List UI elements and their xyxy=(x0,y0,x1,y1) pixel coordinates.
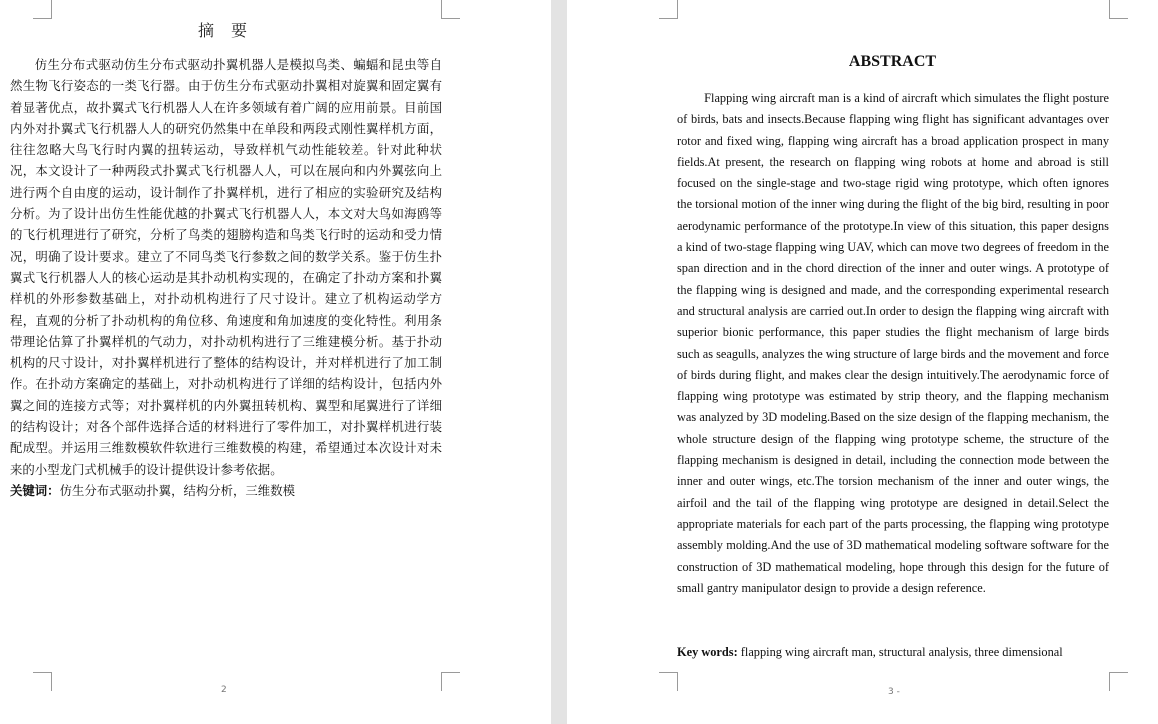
keywords-text-en: flapping wing aircraft man, structural analysis, three dimensional xyxy=(740,645,1063,659)
crop-mark-top-right xyxy=(1109,0,1128,19)
page-number-right: 3 - xyxy=(888,687,900,697)
keywords-label-zh: 关键词： xyxy=(10,483,60,498)
keywords-label-en: Key words: xyxy=(677,645,738,659)
abstract-title-en: ABSTRACT xyxy=(848,53,937,70)
crop-mark-bottom-left xyxy=(33,672,52,691)
crop-mark-top-left xyxy=(33,0,52,19)
crop-mark-top-left xyxy=(659,0,678,19)
abstract-body-zh: 仿生分布式驱动仿生分布式驱动扑翼机器人是模拟鸟类、蝙蝠和昆虫等自然生物飞行姿态的一类飞行器。由于仿生分布式驱动扑翼相对旋翼和固定翼有着显著优点，故扑翼式飞行机器人人在许多领域有着广阔的应用前景。目前国内外对扑翼式飞行机器人人的研究仍然集中在单段和两段式刚性翼样机方面，往往忽略大鸟飞行时内翼的扭转运动，导致样机气动性能较差。针对此种状况，本文设计了一种两段式扑翼式飞行机器人人，可以在展向和内外翼弦向上进行两个自由度的运动，设计制作了扑翼样机，进行了相应的实验研究及结构分析。为了设计出仿生性能优越的扑翼式飞行机器人人，本文对大鸟如海鸥等的飞行机理进行了研究，分析了鸟类的翅膀构造和鸟类飞行时的运动和受力情况，明确了设计要求。建立了不同鸟类飞行参数之间的数学关系。鉴于仿生扑翼式飞行机器人人的核心运动是其扑动机构实现的，在确定了扑动方案和扑翼样机的外形参数基础上，对扑动机构进行了尺寸设计。建立了机构运动学方程，直观的分析了扑动机构的角位移、角速度和角加速度的变化特性。利用条带理论估算了扑翼样机的气动力，对扑动机构进行了三维建模分析。基于扑动机构的尺寸设计，对扑翼样机进行了整体的结构设计，并对样机进行了加工制作。在扑动方案确定的基础上，对扑动机构进行了详细的结构设计，包括内外翼之间的连接方式等；对扑翼样机的内外翼扭转机构、翼型和尾翼进行了详细的结构设计；对各个部件选择合适的材料进行了零件加工，对扑翼样机进行装配成型。并运用三维数模软件软进行三维数模的构建，希望通过本次设计对未来的小型龙门式机械手的设计提供设计参考依据。 xyxy=(10,57,442,477)
crop-mark-bottom-right xyxy=(441,672,460,691)
abstract-body-en: Flapping wing aircraft man is a kind of aircraft which simulates the flight posture of birds, bats and insects.Because flapping wing flight has significant advantages over rotor and fixed wing, flapping wing aircraft has a broad application prospect in many fields.At present, the research on flapping wing robots at home and abroad is still focused on the single-stage and two-stage rigid wing prototype, which often ignores the torsional motion of the inner wing during the flight of the big bird, resulting in poor aerodynamic performance of the prototype.In view of this situation, this paper designs a kind of two-stage flapping wing UAV, which can move two degrees of freedom in the span direction and in the chord direction of the inner and outer wings. A prototype of the flapping wing is designed and made, and the corresponding experimental research and structural analysis are carried out.In order to design the flapping wing aircraft with superior bionic performance, this paper studies the flight mechanism of large birds such as seagulls, analyzes the wing structure of large birds and the movement and force of birds during flight, and makes clear the design intuitively.The aerodynamic force of flapping wing prototype was estimated by strip theory, and the flapping mechanism was analyzed by 3D modeling.Based on the size design of the flapping mechanism, the whole structure design of the flapping wing prototype scheme, the structure of the flapping mechanism is designed in detail, including the connection mode between the inner and outer wings, etc.The torsion mechanism of the inner and outer wings, the airfoil and the tail of the flapping wing prototype are designed in detail.Select the appropriate materials for each part of the parts processing, the flapping wing prototype assembly molding.And the use of 3D mathematical modeling software software for the construction of 3D mathematical modeling, hope through this design for the future of small gantry manipulator design to provide a design reference. xyxy=(677,91,1110,595)
crop-mark-bottom-right xyxy=(1109,672,1128,691)
crop-mark-top-right xyxy=(441,0,460,19)
keywords-line-zh xyxy=(10,480,442,501)
document-page-right xyxy=(567,0,1158,724)
crop-mark-bottom-left xyxy=(659,672,678,691)
keywords-text-zh: 仿生分布式驱动扑翼，结构分析，三维数模 xyxy=(59,483,295,498)
page-number-left: 2 xyxy=(221,685,227,695)
abstract-title-zh: 摘 要 xyxy=(197,21,254,40)
document-page-left xyxy=(0,0,551,724)
keywords-line-en xyxy=(677,642,1109,663)
